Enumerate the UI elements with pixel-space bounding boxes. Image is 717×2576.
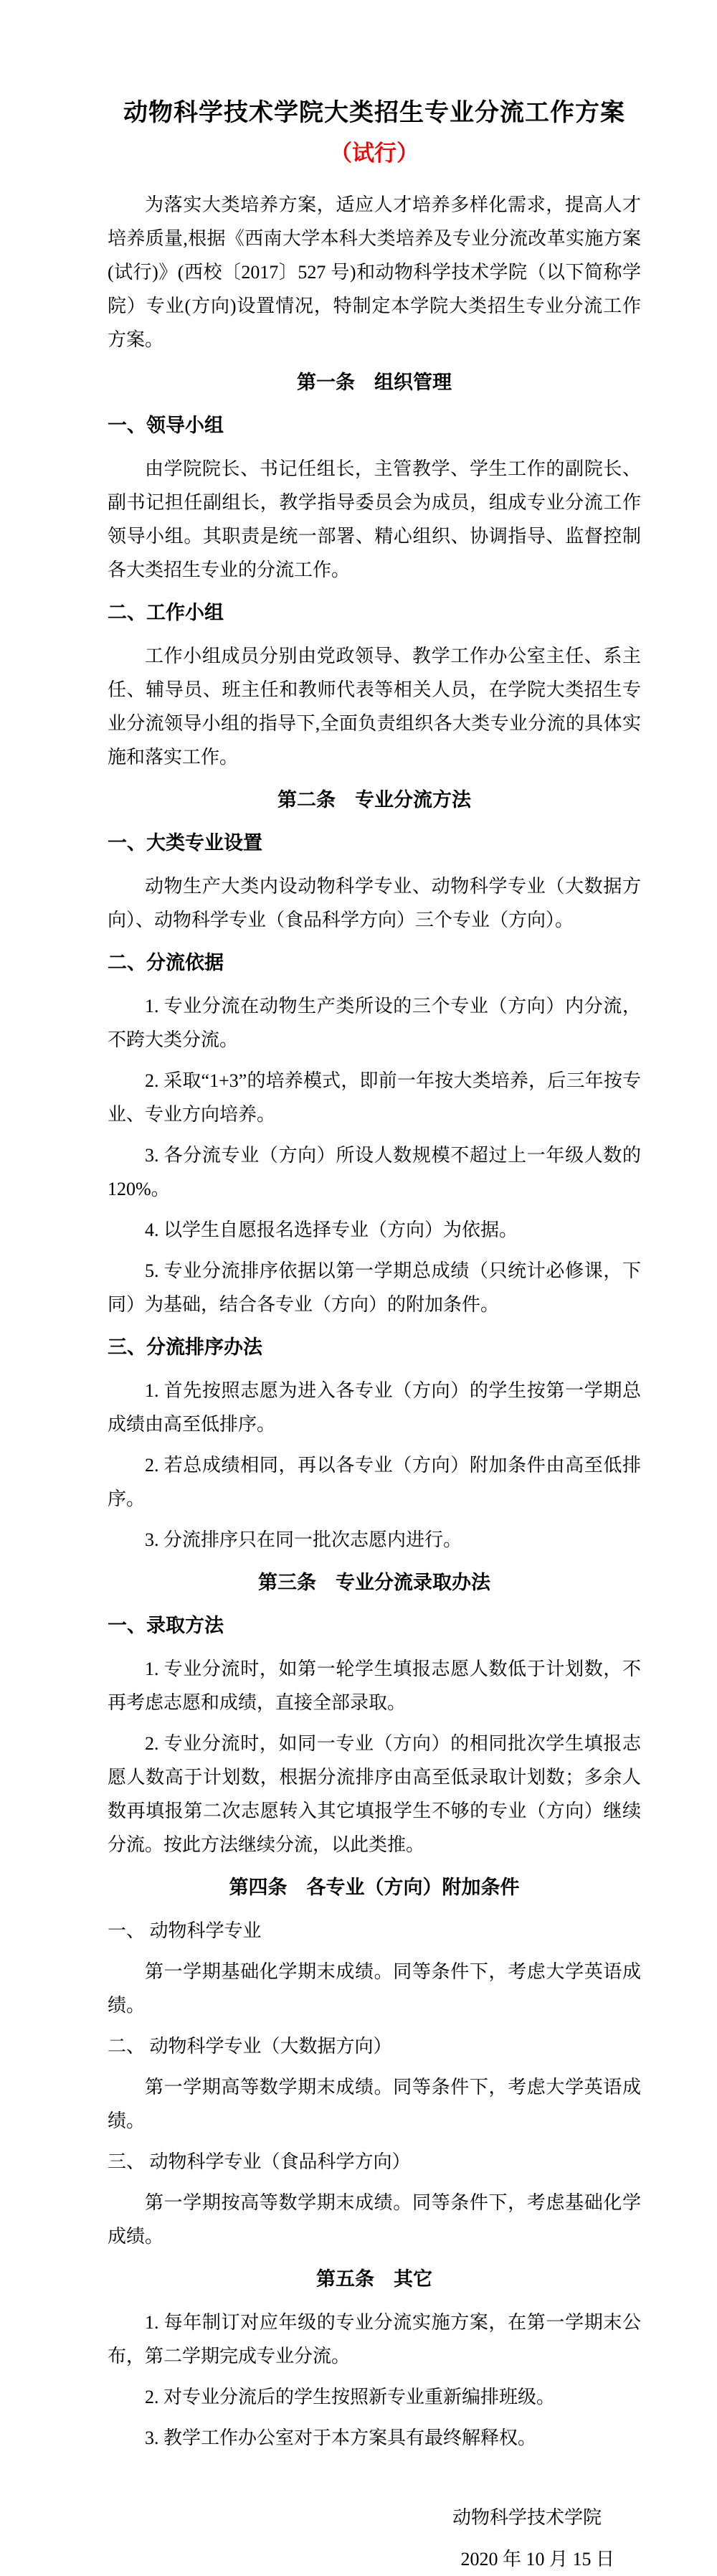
article-heading-5: 第五条 其它 xyxy=(316,2268,432,2290)
paragraph-numbered-1: 1. 每年制订对应年级的专业分流实施方案，在第一学期末公布，第二学期完成专业分流。 xyxy=(108,2312,641,2367)
document-subtitle-trial: （试行） xyxy=(330,141,419,166)
paragraph-numbered-5: 5. 专业分流排序依据以第一学期总成绩（只统计必修课，下同）为基础，结合各专业（方向）的附加条件。 xyxy=(108,1260,641,1315)
paragraph: 动物生产大类内设动物科学专业、动物科学专业（大数据方向）、动物科学专业（食品科学方向）三个专业（方向）。 xyxy=(108,876,641,930)
signature-date: 2020 年 10 月 15 日 xyxy=(460,2549,614,2570)
item-heading-major-1: 一、 动物科学专业 xyxy=(108,1920,262,1941)
paragraph-intro: 为落实大类培养方案，适应人才培养多样化需求，提高人才培养质量,根据《西南大学本科大类培养及专业分流改革实施方案(试行)》(西校〔2017〕527 号)和动物科学技术学院（以下简称学院）专业(方向)设置情况，特制定本学院大类招生专业分流工作方案。 xyxy=(108,194,641,350)
paragraph: 由学院院长、书记任组长，主管教学、学生工作的副院长、副书记担任副组长，教学指导委员会为成员，组成专业分流工作领导小组。其职责是统一部署、精心组织、协调指导、监督控制各大类招生专业的分流工作。 xyxy=(108,458,641,580)
article-heading-3: 第三条 专业分流录取办法 xyxy=(258,1572,490,1593)
paragraph-numbered-2: 2. 专业分流时，如同一专业（方向）的相同批次学生填报志愿人数高于计划数，根据分流排序由高至低录取计划数；多余人数再填报第二次志愿转入其它填报学生不够的专业（方向）继续分流。按此方法继续分流，以此类推。 xyxy=(108,1733,641,1855)
section-heading-major-setup: 一、大类专业设置 xyxy=(108,832,262,854)
signature-org: 动物科学技术学院 xyxy=(452,2507,602,2528)
paragraph-numbered-1: 1. 首先按照志愿为进入各专业（方向）的学生按第一学期总成绩由高至低排序。 xyxy=(108,1380,641,1435)
paragraph-numbered-3: 3. 各分流专业（方向）所设人数规模不超过上一年级人数的 120%。 xyxy=(108,1145,641,1199)
section-heading-leading-group: 一、领导小组 xyxy=(108,415,224,436)
paragraph-numbered-4: 4. 以学生自愿报名选择专业（方向）为依据。 xyxy=(145,1219,518,1240)
article-heading-4: 第四条 各专业（方向）附加条件 xyxy=(229,1877,520,1898)
paragraph-numbered-1: 1. 专业分流在动物生产类所设的三个专业（方向）内分流，不跨大类分流。 xyxy=(108,996,641,1050)
section-heading-basis: 二、分流依据 xyxy=(108,952,224,973)
item-heading-major-3: 三、 动物科学专业（食品科学方向） xyxy=(108,2151,411,2172)
paragraph: 工作小组成员分别由党政领导、教学工作办公室主任、系主任、辅导员、班主任和教师代表等相关人员，在学院大类招生专业分流领导小组的指导下,全面负责组织各大类专业分流的具体实施和落实工作。 xyxy=(108,646,641,768)
paragraph-numbered-2: 2. 对专业分流后的学生按照新专业重新编排班级。 xyxy=(145,2387,556,2407)
paragraph-numbered-3: 3. 教学工作办公室对于本方案具有最终解释权。 xyxy=(145,2428,537,2448)
paragraph-numbered-3: 3. 分流排序只在同一批次志愿内进行。 xyxy=(145,1529,462,1550)
section-heading-sorting: 三、分流排序办法 xyxy=(108,1336,262,1358)
item-heading-major-2: 二、 动物科学专业（大数据方向） xyxy=(108,2036,392,2057)
paragraph: 第一学期基础化学期末成绩。同等条件下，考虑大学英语成绩。 xyxy=(108,1961,641,2016)
article-heading-2: 第二条 专业分流方法 xyxy=(277,789,471,811)
section-heading-work-group: 二、工作小组 xyxy=(108,602,224,623)
section-heading-admission: 一、录取方法 xyxy=(108,1615,224,1636)
signature-block xyxy=(108,2501,641,2576)
paragraph-numbered-2: 2. 采取“1+3”的培养模式，即前一年按大类培养，后三年按专业、专业方向培养。 xyxy=(108,1070,641,1125)
article-heading-1: 第一条 组织管理 xyxy=(297,372,452,393)
paragraph-numbered-1: 1. 专业分流时，如第一轮学生填报志愿人数低于计划数，不再考虑志愿和成绩，直接全部录取。 xyxy=(108,1659,641,1713)
paragraph: 第一学期按高等数学期末成绩。同等条件下，考虑基础化学成绩。 xyxy=(108,2192,641,2247)
document-title: 动物科学技术学院大类招生专业分流工作方案 xyxy=(123,99,625,126)
paragraph-numbered-2: 2. 若总成绩相同，再以各专业（方向）附加条件由高至低排序。 xyxy=(108,1455,641,1509)
paragraph: 第一学期高等数学期末成绩。同等条件下，考虑大学英语成绩。 xyxy=(108,2077,641,2131)
